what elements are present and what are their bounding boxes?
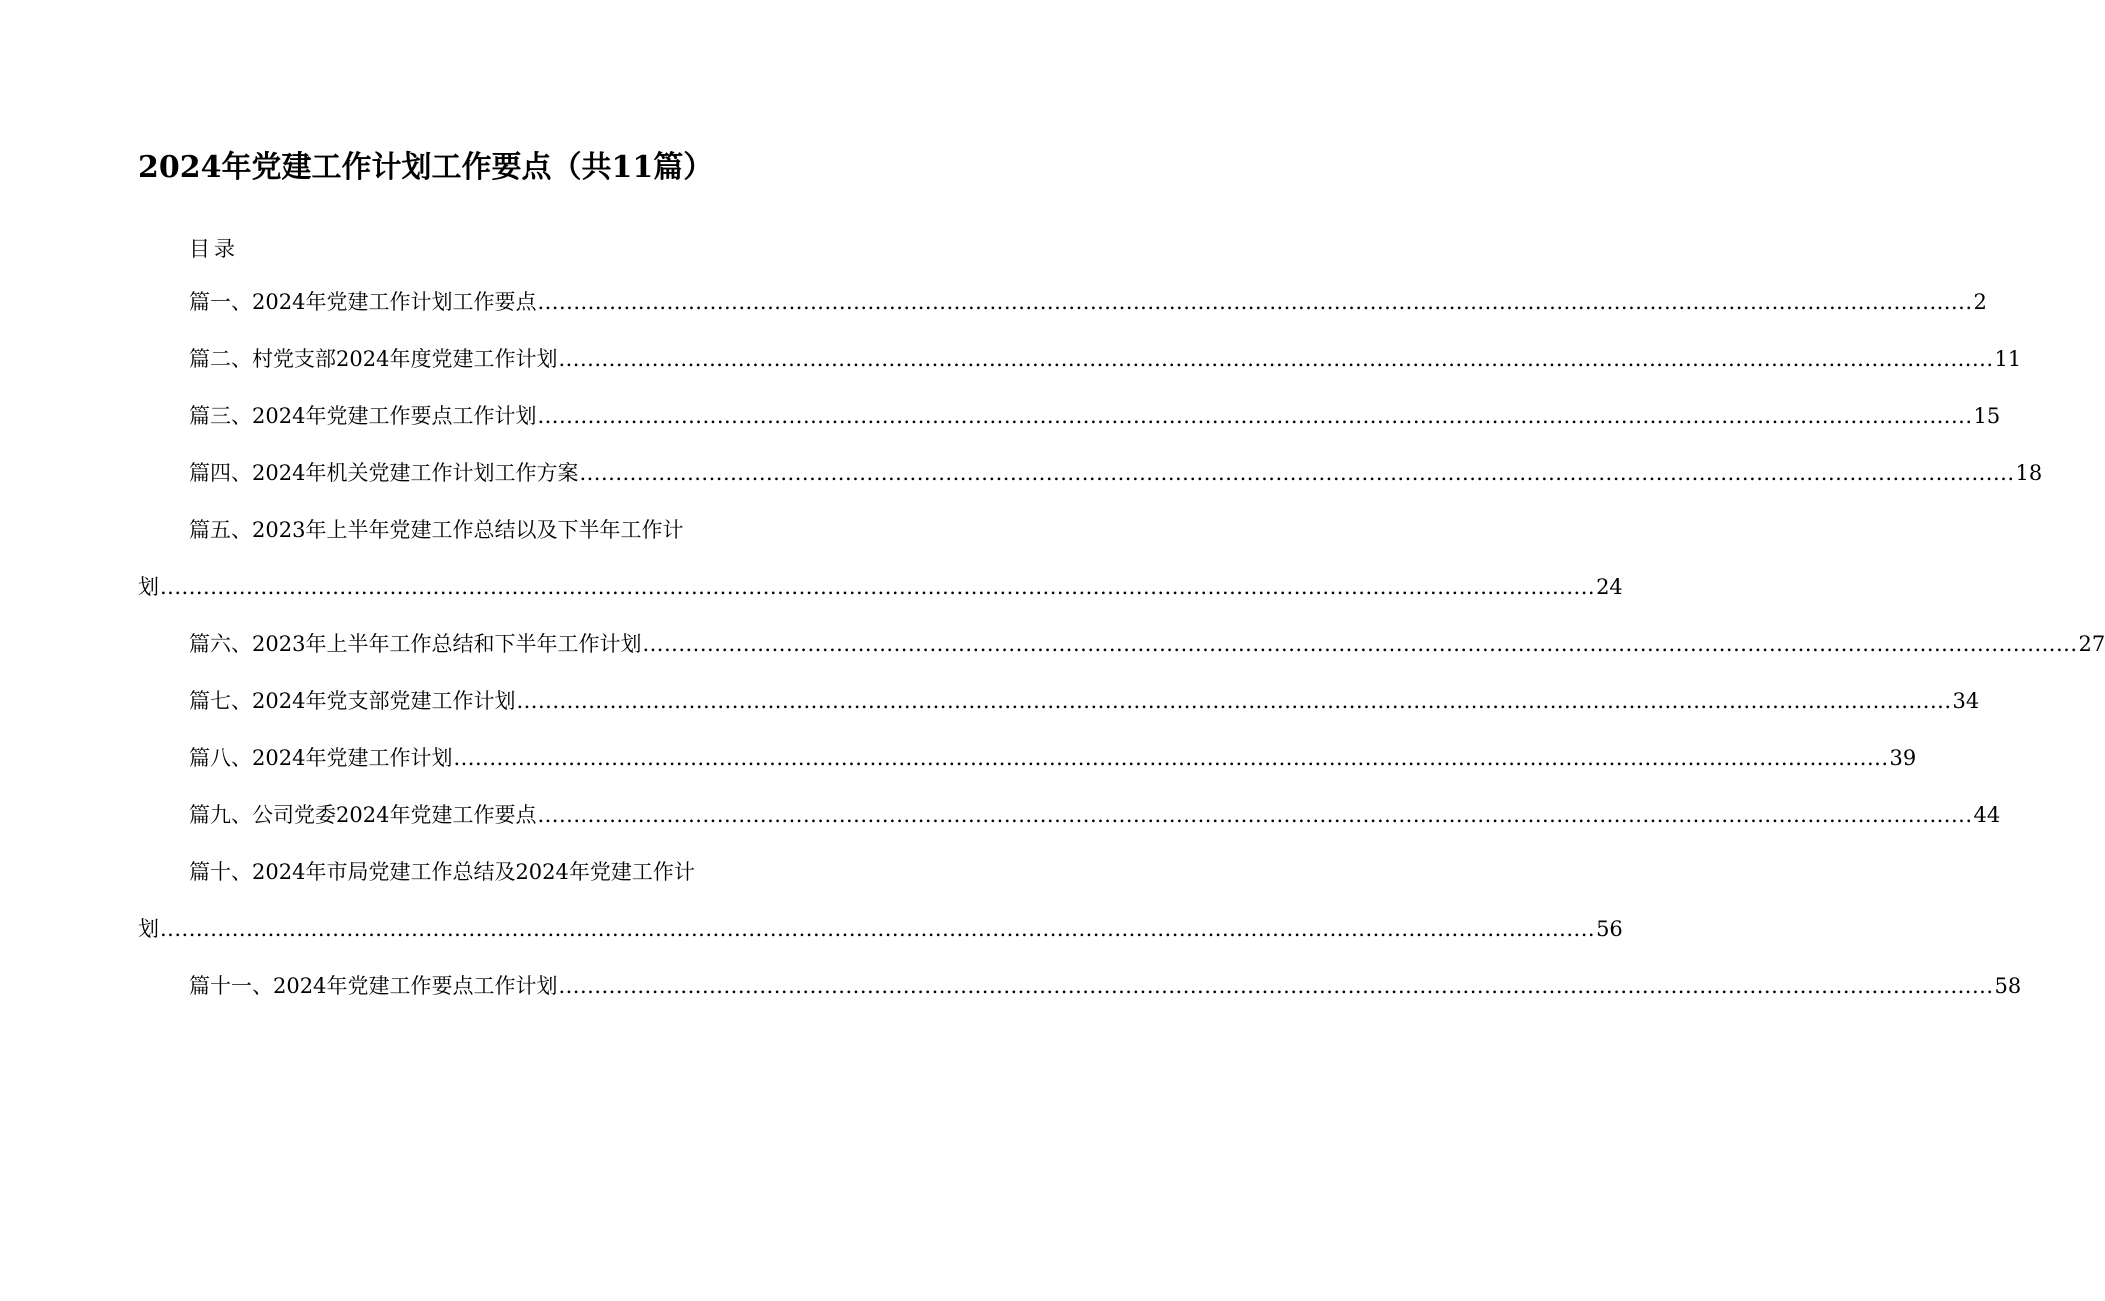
toc-entry-page: 58 bbox=[1994, 974, 2022, 998]
toc-leader-dots: ........................................................................................................................................................................................................ bbox=[453, 746, 1889, 770]
toc-entry[interactable] bbox=[189, 741, 1917, 775]
toc-entry[interactable] bbox=[189, 513, 777, 547]
toc-entry[interactable] bbox=[189, 855, 777, 889]
toc-entry-page: 27 bbox=[2078, 632, 2105, 656]
toc-entry[interactable] bbox=[189, 684, 1980, 718]
toc-entry-title: 篇三、2024年党建工作要点工作计划 bbox=[189, 404, 537, 428]
toc-entry-page: 44 bbox=[1973, 803, 2001, 827]
toc-entry-title: 篇七、2024年党支部党建工作计划 bbox=[189, 689, 516, 713]
toc-leader-dots: ........................................................................................................................................................................................................ bbox=[516, 689, 1952, 713]
toc-entry-page: 15 bbox=[1973, 404, 2001, 428]
toc-entry-continuation[interactable] bbox=[138, 570, 1623, 604]
toc-entry[interactable] bbox=[189, 627, 2105, 661]
toc-leader-dots: ........................................................................................................................................................................................................ bbox=[537, 803, 1973, 827]
toc-entry-title: 篇九、公司党委2024年党建工作要点 bbox=[189, 803, 537, 827]
toc-entry-title: 篇一、2024年党建工作计划工作要点 bbox=[189, 290, 537, 314]
toc-entry[interactable] bbox=[189, 969, 2022, 1003]
toc-entry-title: 篇二、村党支部2024年度党建工作计划 bbox=[189, 347, 558, 371]
toc-leader-dots: ........................................................................................................................................................................................................ bbox=[558, 974, 1994, 998]
toc-entry-page: 11 bbox=[1994, 347, 2022, 371]
toc-entry-title: 篇八、2024年党建工作计划 bbox=[189, 746, 453, 770]
toc-entry[interactable] bbox=[189, 285, 1987, 319]
toc-entry-title: 篇四、2024年机关党建工作计划工作方案 bbox=[189, 461, 579, 485]
toc-entry-page: 34 bbox=[1952, 689, 1980, 713]
toc-leader-dots: ........................................................................................................................................................................................................ bbox=[537, 404, 1973, 428]
toc-leader-dots: ........................................................................................................................................................................................................ bbox=[537, 290, 1973, 314]
toc-entry-continuation[interactable] bbox=[138, 912, 1623, 946]
toc-entry[interactable] bbox=[189, 399, 2001, 433]
toc-entry-page: 24 bbox=[1596, 575, 1623, 599]
toc-entry-title: 篇六、2023年上半年工作总结和下半年工作计划 bbox=[189, 632, 642, 656]
toc-entry-title: 篇五、2023年上半年党建工作总结以及下半年工作计 bbox=[189, 518, 684, 542]
toc-entry-title-cont: 划 bbox=[138, 575, 159, 599]
toc-entry-page: 39 bbox=[1889, 746, 1917, 770]
toc-entry-page: 2 bbox=[1973, 290, 1987, 314]
toc-heading: 目录 bbox=[189, 237, 239, 261]
toc-leader-dots: ........................................................................................................................................................................................................ bbox=[160, 575, 1596, 599]
toc-leader-dots: ........................................................................................................................................................................................................ bbox=[579, 461, 2015, 485]
toc-leader-dots: ........................................................................................................................................................................................................ bbox=[642, 632, 2078, 656]
toc-entry-page: 56 bbox=[1596, 917, 1623, 941]
toc-entry-title-cont: 划 bbox=[138, 917, 159, 941]
toc-entry-title: 篇十、2024年市局党建工作总结及2024年党建工作计 bbox=[189, 860, 695, 884]
toc-entry-page: 18 bbox=[2015, 461, 2043, 485]
toc-entry[interactable] bbox=[189, 798, 2001, 832]
toc-leader-dots: ........................................................................................................................................................................................................ bbox=[160, 917, 1596, 941]
toc-entry[interactable] bbox=[189, 456, 2043, 490]
toc-leader-dots: ........................................................................................................................................................................................................ bbox=[558, 347, 1994, 371]
toc-entry[interactable] bbox=[189, 342, 2022, 376]
document-title: 2024年党建工作计划工作要点（共11篇） bbox=[138, 150, 714, 185]
toc-entry-title: 篇十一、2024年党建工作要点工作计划 bbox=[189, 974, 558, 998]
